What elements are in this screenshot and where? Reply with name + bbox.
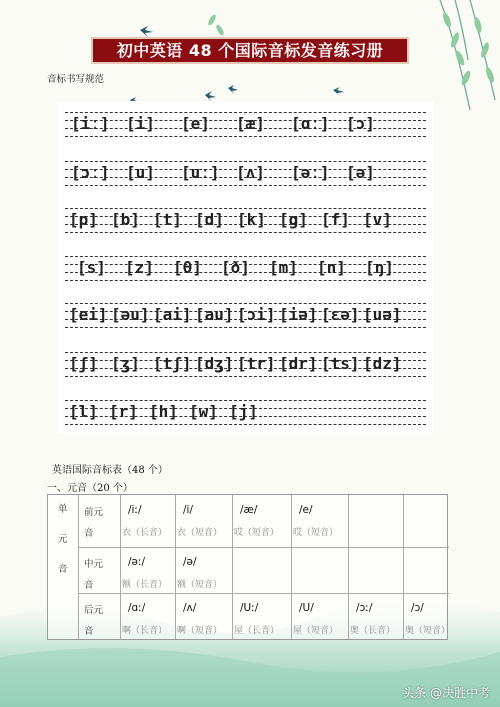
phonetic-symbol: [r] [109,402,138,421]
phonetic-symbol: [ŋ] [365,258,394,277]
phonetic-symbol: /ɔ/ [411,602,424,614]
phonetic-symbol: [p] [69,210,98,229]
handwriting-row [57,397,434,425]
phonetic-symbol: [i] [126,114,155,133]
table-grid-line [78,547,449,548]
table-grid-line [78,593,449,594]
pronunciation-note: 衣（短音） [177,528,223,538]
pronunciation-note: 额（长音） [122,580,168,590]
pronunciation-note: 额（短音） [177,580,223,590]
handwriting-row [57,158,434,186]
table-grid-line [175,495,176,639]
phonetic-symbol: [l] [69,402,98,421]
handwriting-row [57,109,434,137]
phonetic-symbol: [ʒ] [111,354,140,373]
phonetic-symbol: [ei] [69,305,108,324]
group-label: 元 [58,534,68,545]
pronunciation-note: 哎（短音） [293,528,339,538]
phonetic-symbol: [dr] [279,354,318,373]
phonetic-symbol: [ʃ] [69,354,98,373]
phonetic-symbol: [ɑː] [291,114,330,133]
table-grid-line [291,495,292,639]
phonetic-symbol: [iː] [71,114,110,133]
phonetic-symbol: /iː/ [128,504,142,516]
phonetic-symbol: [ɔː] [71,163,110,182]
phonetic-symbol: [əu] [111,305,150,324]
pronunciation-note: 哎（短音） [234,528,280,538]
phonetic-symbol: [tʃ] [153,354,192,373]
phonetic-symbol: [ɔi] [237,305,276,324]
phonetic-symbol: [k] [237,210,266,229]
phonetic-symbol: /əː/ [128,556,146,568]
phonetic-symbol: [t] [153,210,182,229]
phonetic-symbol: [e] [181,114,210,133]
phonetic-symbol: [g] [279,210,308,229]
group-label: 音 [58,564,68,575]
phonetic-symbol: [dʒ] [195,354,234,373]
table-grid-line [78,495,79,639]
pronunciation-note: 啊（长音） [122,626,168,636]
phonetic-symbol: /i/ [183,504,193,516]
phonetic-symbol: [n] [317,258,346,277]
row-label: 音 [84,626,94,637]
pronunciation-note: 奥（短音） [405,626,451,636]
phonetic-symbol: [dz] [363,354,402,373]
handwriting-row [57,253,434,281]
phonetic-symbol: [θ] [173,258,202,277]
phonetic-symbol: [v] [363,210,392,229]
phonetic-symbol: /ɔː/ [356,602,373,614]
phonetic-symbol: [ai] [153,305,192,324]
phonetic-symbol: [d] [195,210,224,229]
pronunciation-note: 衣（长音） [122,528,168,538]
section-label: 音标书写规范 [47,74,105,85]
phonetic-symbol: /æ/ [240,504,258,516]
pronunciation-note: 啊（短音） [177,626,223,636]
phonetic-symbol: /ɑː/ [128,602,146,614]
row-label: 中元 [84,559,104,570]
vowel-heading: 一、元音（20 个） [47,483,133,494]
handwriting-row [57,349,434,377]
phonetic-symbol: [ð] [221,258,250,277]
phonetic-symbol: [iə] [279,305,318,324]
watermark: 头条 @决胜中考 [402,686,490,700]
pronunciation-note: 屋（长音） [234,626,280,636]
phonetic-symbol: [w] [189,402,218,421]
handwriting-row [57,300,434,328]
phonetic-symbol: [z] [125,258,154,277]
phonetic-symbol: [uə] [363,305,402,324]
handwriting-sample [57,101,434,433]
table-grid-line [403,495,404,639]
handwriting-row [57,205,434,233]
table-grid-line [348,495,349,639]
row-label: 音 [84,580,94,591]
phonetic-symbol: /Uː/ [240,602,259,614]
page-title: 初中英语 48 个国际音标发音练习册 [91,37,409,64]
phonetic-symbol: [ts] [321,354,360,373]
phonetic-symbol: [m] [269,258,298,277]
pronunciation-note: 屋（短音） [293,626,339,636]
phonetic-symbol: /ə/ [183,556,197,568]
phonetic-symbol: [u] [126,163,155,182]
phonetic-symbol: [ɛə] [321,305,360,324]
phonetic-symbol: [uː] [181,163,220,182]
table-title: 英语国际音标表（48 个） [52,465,168,476]
phonetic-symbol: [tr] [237,354,276,373]
row-label: 前元 [84,507,104,518]
row-label: 音 [84,528,94,539]
phonetic-symbol: [f] [321,210,350,229]
ipa-vowel-table [47,494,451,640]
phonetic-symbol: /e/ [299,504,313,516]
table-grid-line [120,495,121,639]
phonetic-symbol: [h] [149,402,178,421]
phonetic-symbol: /U/ [299,602,314,614]
table-grid-line [232,495,233,639]
phonetic-symbol: [ʌ] [236,163,265,182]
phonetic-symbol: [au] [195,305,234,324]
phonetic-symbol: [b] [111,210,140,229]
phonetic-symbol: [ɔ] [346,114,375,133]
phonetic-symbol: [əː] [291,163,330,182]
phonetic-symbol: [s] [77,258,106,277]
group-label: 单 [58,504,68,515]
phonetic-symbol: [j] [229,402,258,421]
row-label: 后元 [84,605,104,616]
pronunciation-note: 奥（长音） [350,626,396,636]
phonetic-symbol: [ə] [346,163,375,182]
phonetic-symbol: /ʌ/ [183,602,197,614]
phonetic-symbol: [æ] [236,114,265,133]
